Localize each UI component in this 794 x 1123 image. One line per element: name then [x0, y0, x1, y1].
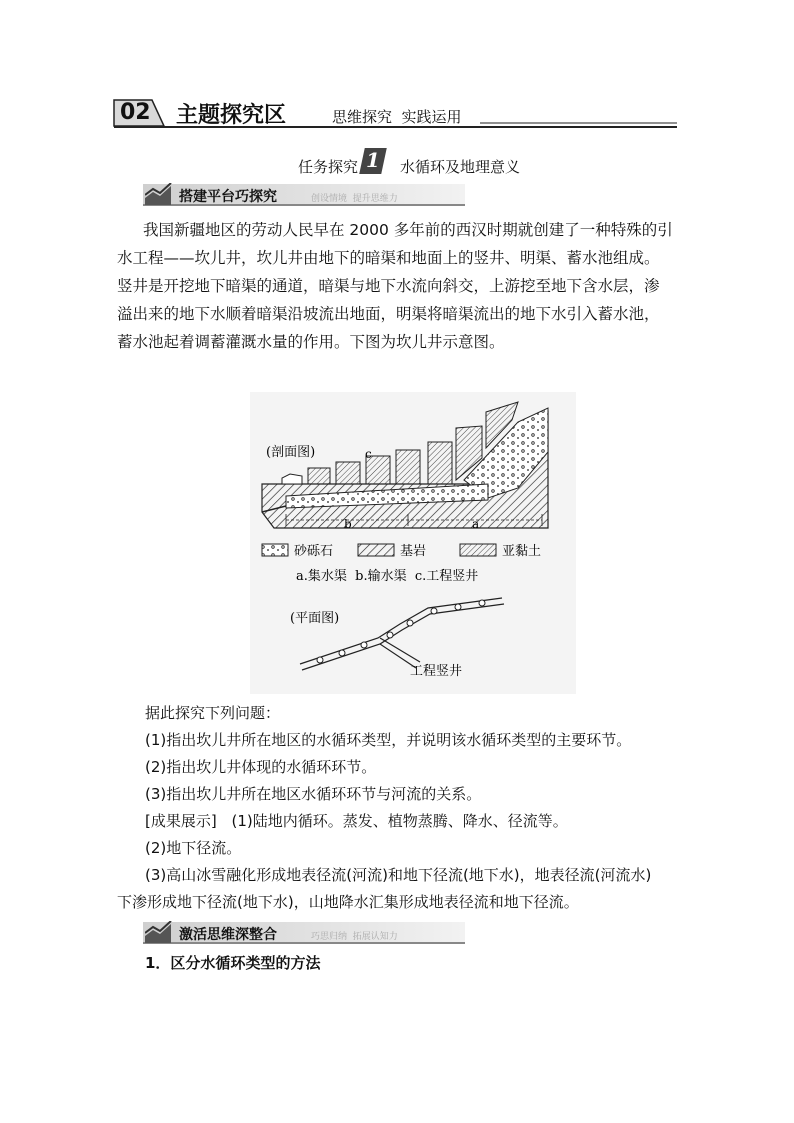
section-banner-integrate — [143, 920, 465, 946]
label-b: b — [344, 517, 352, 531]
section-banner-label: 激活思维深整合 — [179, 927, 277, 943]
task-title — [298, 150, 558, 176]
answer-tag: [成果展示] — [145, 812, 217, 830]
task-prefix: 任务探究 — [298, 158, 359, 176]
section-view-label: (剖面图) — [266, 445, 316, 460]
section-banner-label: 搭建平台巧探究 — [179, 189, 277, 205]
plan-shafts — [317, 600, 485, 663]
trend-icon — [145, 183, 173, 205]
answer-2: (2)地下径流。 — [145, 839, 242, 857]
figure-caption: a.集水渠 b.输水渠 c.工程竖井 — [296, 569, 479, 584]
answer-3-line2: 下渗形成地下径流(地下水)，山地降水汇集形成地表径流和地下径流。 — [117, 893, 579, 911]
task-title-text: 水循环及地理意义 — [400, 158, 521, 176]
header-number: 02 — [120, 100, 151, 125]
legend-bedrock: 基岩 — [400, 544, 427, 559]
subheading: 1．区分水循环类型的方法 — [145, 954, 321, 972]
label-a: a — [472, 517, 480, 531]
plan-view-label: (平面图) — [290, 611, 340, 626]
question-2: (2)指出坎儿井体现的水循环环节。 — [145, 758, 377, 776]
header-subtitle: 思维探究 实践运用 — [332, 108, 462, 126]
intro-paragraph — [117, 216, 697, 356]
figure-legend — [262, 543, 541, 559]
plan-channel — [300, 598, 504, 670]
section-header — [112, 96, 677, 132]
shaft-label: 工程竖井 — [410, 664, 463, 679]
section-banner-sub: 创设情境 提升思维力 — [311, 194, 398, 204]
karez-diagram — [250, 392, 576, 694]
intro-line: 竖井是开挖地下暗渠的通道，暗渠与地下水流向斜交，上游挖至地下含水层，渗 — [117, 277, 660, 295]
answer-1: (1)陆地内循环。蒸发、植物蒸腾、降水、径流等。 — [231, 812, 568, 830]
karez-figure — [250, 392, 576, 694]
questions-lead: 据此探究下列问题： — [145, 704, 281, 722]
intro-line: 蓄水池起着调蓄灌溉水量的作用。下图为坎儿井示意图。 — [117, 333, 505, 351]
section-banner-sub: 巧思归纳 拓展认知力 — [311, 932, 398, 942]
legend-gravel: 砂砾石 — [294, 544, 334, 559]
questions-block — [145, 700, 705, 889]
question-3: (3)指出坎儿井所在地区水循环环节与河流的关系。 — [145, 785, 482, 803]
task-number: 1 — [366, 148, 380, 172]
label-c: c — [365, 447, 372, 461]
page-title: 主题探究区 — [176, 102, 287, 128]
question-1: (1)指出坎儿井所在地区的水循环类型，并说明该水循环类型的主要环节。 — [145, 731, 632, 749]
intro-line: 溢出来的地下水顺着暗渠沿坡流出地面，明渠将暗渠流出的地下水引入蓄水池， — [117, 305, 660, 323]
answer-1-line — [145, 808, 705, 835]
section-banner-build — [143, 182, 465, 208]
answer-3-line1: (3)高山冰雪融化形成地表径流(河流)和地下径流(地下水)，地表径流(河流水) — [145, 866, 652, 884]
intro-line: 水工程——坎儿井，坎儿井由地下的暗渠和地面上的竖井、明渠、蓄水池组成。 — [117, 249, 660, 267]
trend-icon — [145, 921, 173, 943]
intro-line: 我国新疆地区的劳动人民早在 2000 多年前的西汉时期就创建了一种特殊的引 — [143, 221, 673, 239]
legend-subclay: 亚黏土 — [502, 544, 542, 559]
